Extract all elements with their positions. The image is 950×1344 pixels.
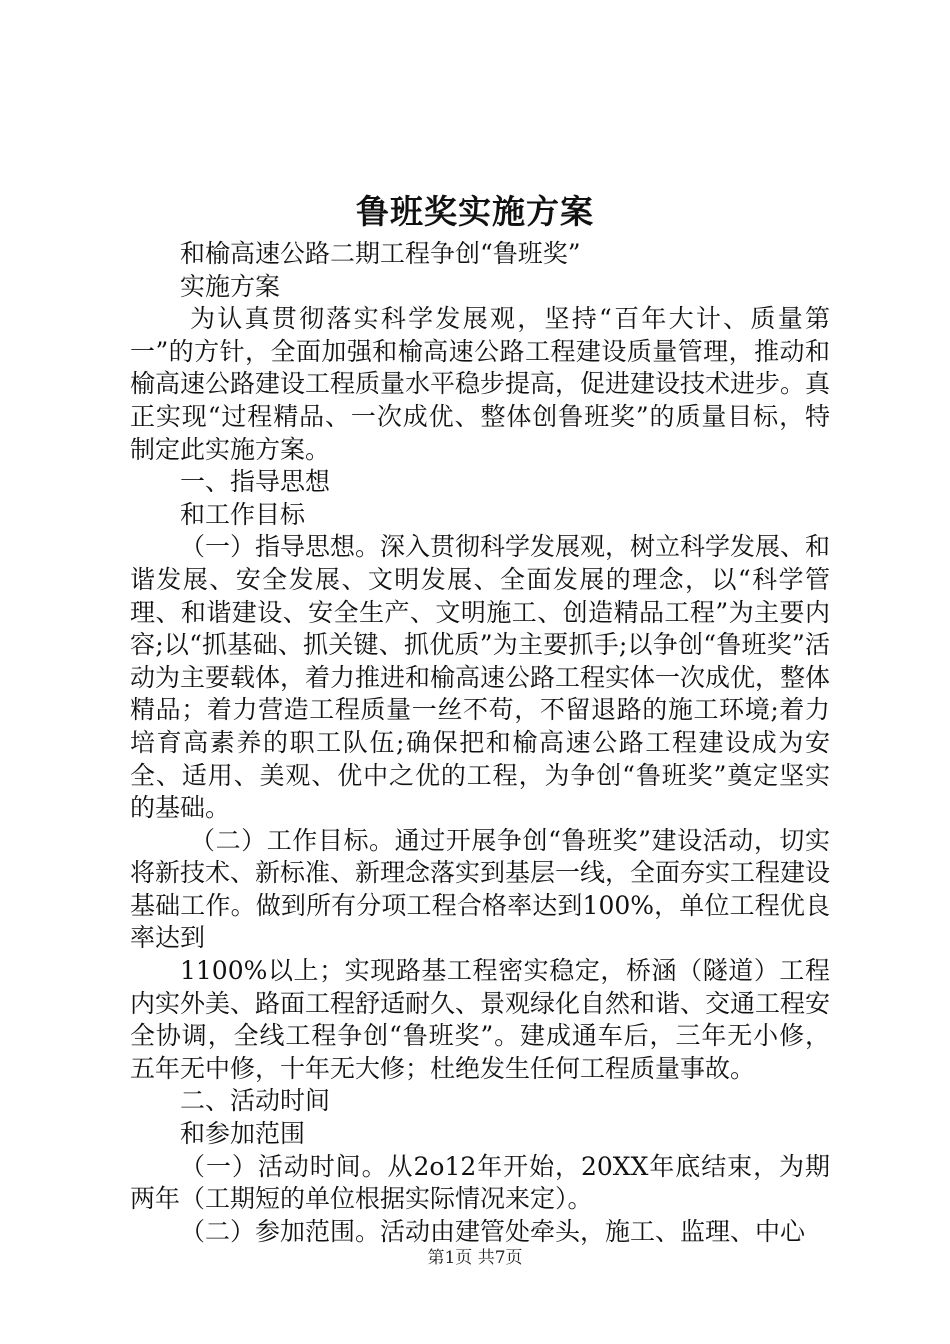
section-heading-1: 一、指导思想 [180,467,331,497]
paragraph-intro: 为认真贯彻落实科学发展观，坚持“百年大计、质量第一”的方针，全面加强和榆高速公路工程建设质量管理，推动和榆高速公路建设工程质量水平稳步提高，促进建设技术进步。真正实现“过程精品、一次成优、整体创鲁班奖”的质量目标，特制定此实施方案。 [130,304,831,464]
section-heading-1-cont: 和工作目标 [180,499,306,529]
page-footer: 第1页 共7页 [427,1248,523,1268]
section-heading-2: 二、活动时间 [180,1086,331,1116]
paragraph-activity-time: （一）活动时间。从2o12年开始，20XX年底结束，为期两年（工期短的单位根据实际情况来定）。 [130,1151,830,1214]
paragraph-goal-cont: 1100%以上；实现路基工程密实稳定，桥涵（隧道）工程内实外美、路面工程舒适耐久、景观绿化自然和谐、交通工程安全协调，全线工程争创“鲁班奖”。建成通车后，三年无小修，五年无中修，十年无大修；杜绝发生任何工程质量事故。 [130,956,831,1083]
document-body [130,238,830,1248]
paragraph-scope: （二）参加范围。活动由建管处牵头，施工、监理、中心 [180,1216,806,1246]
subtitle-line-1: 和榆高速公路二期工程争创“鲁班奖” [180,239,581,268]
subtitle-line-2: 实施方案 [180,271,281,301]
paragraph-work-goal: （二）工作目标。通过开展争创“鲁班奖”建设活动，切实将新技术、新标准、新理念落实到基层一线，全面夯实工程建设基础工作。做到所有分项工程合格率达到100%，单位工程优良率达到 [130,825,831,953]
document-title: 鲁班奖实施方案 [356,192,594,231]
paragraph-guiding-thought: （一）指导思想。深入贯彻科学发展观，树立科学发展、和谐发展、安全发展、文明发展、全面发展的理念，以“科学管理、和谐建设、安全生产、文明施工、创造精品工程”为主要内容;以“抓基础、抓关键、抓优质”为主要抓手;以争创“鲁班奖”活动为主要载体，着力推进和榆高速公路工程实体一次成优，整体精品；着力营造工程质量一丝不苟，不留退路的施工环境;着力培育高素养的职工队伍;确保把和榆高速公路工程建设成为安全、适用、美观、优中之优的工程，为争创“鲁班奖”奠定坚实的基础。 [130,532,831,823]
section-heading-2-cont: 和参加范围 [180,1119,306,1149]
